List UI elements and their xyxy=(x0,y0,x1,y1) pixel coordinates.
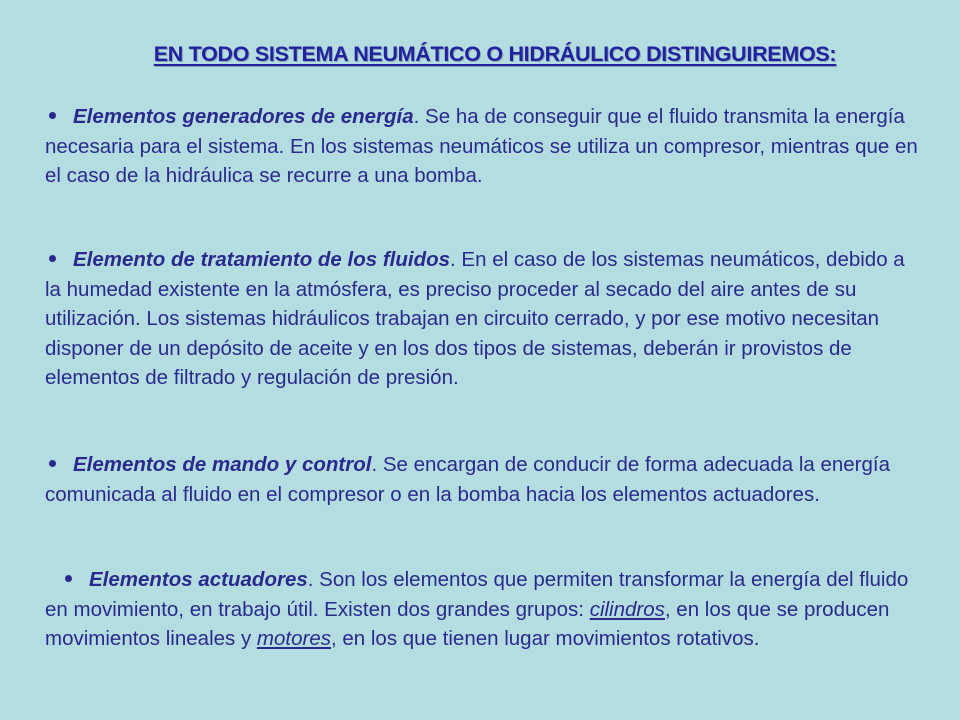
motores-link[interactable]: motores xyxy=(256,627,331,650)
item-term: Elementos actuadores xyxy=(89,568,308,591)
bullet-icon xyxy=(49,460,56,467)
slide-title: EN TODO SISTEMA NEUMÁTICO O HIDRÁULICO DISTINGUIREMOS: xyxy=(153,42,837,66)
bullet-icon xyxy=(49,255,56,262)
bullet-icon xyxy=(49,112,56,119)
item-text-2: , en los que se producen movimientos lineales y xyxy=(45,597,890,650)
item-term: Elementos de mando y control xyxy=(73,453,372,476)
item-term: Elementos generadores de energía xyxy=(73,105,414,128)
item-mando-control xyxy=(45,450,925,509)
item-text-3: , en los que tienen lugar movimientos rotativos. xyxy=(330,627,760,650)
item-generadores xyxy=(45,102,925,191)
item-text: . Se encargan de conducir de forma adecuada la energía comunicada al fluido en el compresor o en la bomba hacia los elementos actuadores. xyxy=(45,453,890,506)
item-text: . En el caso de los sistemas neumáticos, debido a la humedad existente en la atmósfera, es preciso proceder al secado del aire antes de su utilización. Los sistemas hidráulicos trabajan en circuito cerrado, y por ese motivo necesitan disponer de un depósito de aceite y en los dos tipos de sistemas, deberán ir provistos de elementos de filtrado y regulación de presión. xyxy=(45,248,905,389)
item-actuadores xyxy=(45,565,925,654)
item-tratamiento xyxy=(45,245,925,393)
cilindros-link[interactable]: cilindros xyxy=(589,597,665,621)
item-text: . Son los elementos que permiten transformar la energía del fluido en movimiento, en trabajo útil. Existen dos grandes grupos: xyxy=(45,568,909,621)
bullet-icon xyxy=(65,575,72,582)
item-term: Elemento de tratamiento de los fluidos xyxy=(73,248,451,271)
item-text: . Se ha de conseguir que el fluido transmita la energía necesaria para el sistema. En los sistemas neumáticos se utiliza un compresor, mientras que en el caso de la hidráulica se recurre a una bomba. xyxy=(45,105,918,187)
